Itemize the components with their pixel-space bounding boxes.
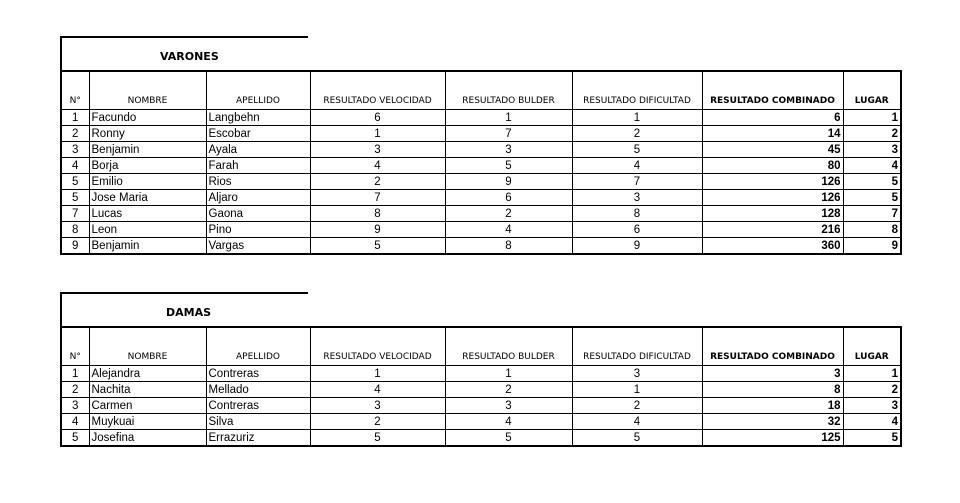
cell-nombre: Leon [89,222,206,238]
cell-nombre: Muykuai [89,414,206,430]
cell-velocidad: 5 [310,238,445,255]
table-row [61,222,901,238]
cell-num: 4 [61,414,89,430]
table-row [61,126,901,142]
cell-num: 4 [61,158,89,174]
cell-combinado: 125 [702,430,843,447]
header-lugar: LUGAR [843,71,901,110]
cell-velocidad: 3 [310,398,445,414]
cell-bulder: 6 [445,190,572,206]
header-nombre: NOMBRE [89,327,206,366]
table-row [61,158,901,174]
cell-velocidad: 5 [310,430,445,447]
cell-num: 5 [61,430,89,447]
cell-combinado: 8 [702,382,843,398]
cell-dificultad: 2 [572,126,702,142]
cell-apellido: Silva [206,414,310,430]
table-row [61,366,901,382]
cell-dificultad: 3 [572,366,702,382]
cell-num: 1 [61,110,89,126]
cell-nombre: Lucas [89,206,206,222]
cell-num: 8 [61,222,89,238]
cell-velocidad: 6 [310,110,445,126]
table-row [61,382,901,398]
cell-dificultad: 4 [572,158,702,174]
cell-bulder: 5 [445,158,572,174]
cell-apellido: Escobar [206,126,310,142]
cell-combinado: 360 [702,238,843,255]
cell-lugar: 5 [843,190,901,206]
cell-apellido: Errazuriz [206,430,310,447]
cell-combinado: 6 [702,110,843,126]
cell-combinado: 80 [702,158,843,174]
cell-dificultad: 1 [572,110,702,126]
cell-apellido: Aljaro [206,190,310,206]
cell-nombre: Ronny [89,126,206,142]
header-velocidad: RESULTADO VELOCIDAD [310,71,445,110]
cell-apellido: Contreras [206,366,310,382]
cell-bulder: 2 [445,382,572,398]
table-row [61,414,901,430]
cell-lugar: 8 [843,222,901,238]
varones-title: VARONES [160,50,219,63]
header-combinado: RESULTADO COMBINADO [702,327,843,366]
header-dificultad: RESULTADO DIFICULTAD [572,327,702,366]
table-row [61,238,901,255]
table-row [61,206,901,222]
cell-apellido: Vargas [206,238,310,255]
cell-combinado: 126 [702,174,843,190]
cell-lugar: 4 [843,158,901,174]
cell-nombre: Josefina [89,430,206,447]
cell-velocidad: 2 [310,414,445,430]
cell-lugar: 2 [843,382,901,398]
cell-num: 5 [61,190,89,206]
cell-dificultad: 4 [572,414,702,430]
cell-velocidad: 7 [310,190,445,206]
cell-num: 2 [61,126,89,142]
cell-dificultad: 9 [572,238,702,255]
cell-num: 3 [61,398,89,414]
damas-title: DAMAS [166,306,212,319]
cell-combinado: 126 [702,190,843,206]
cell-lugar: 3 [843,142,901,158]
cell-nombre: Emilio [89,174,206,190]
cell-apellido: Mellado [206,382,310,398]
header-num: N° [61,71,89,110]
cell-dificultad: 1 [572,382,702,398]
cell-lugar: 3 [843,398,901,414]
cell-nombre: Benjamin [89,238,206,255]
damas-header-row [61,327,901,366]
header-combinado: RESULTADO COMBINADO [702,71,843,110]
cell-nombre: Borja [89,158,206,174]
cell-apellido: Contreras [206,398,310,414]
header-nombre: NOMBRE [89,71,206,110]
header-velocidad: RESULTADO VELOCIDAD [310,327,445,366]
varones-table [60,70,902,255]
cell-bulder: 9 [445,174,572,190]
cell-dificultad: 6 [572,222,702,238]
damas-body [61,366,901,447]
damas-title-box [60,292,308,326]
cell-velocidad: 9 [310,222,445,238]
cell-lugar: 5 [843,174,901,190]
cell-nombre: Facundo [89,110,206,126]
cell-combinado: 128 [702,206,843,222]
damas-table [60,326,902,447]
cell-dificultad: 5 [572,430,702,447]
cell-nombre: Nachita [89,382,206,398]
cell-apellido: Langbehn [206,110,310,126]
table-row [61,174,901,190]
varones-title-box [60,36,308,70]
cell-dificultad: 8 [572,206,702,222]
cell-num: 9 [61,238,89,255]
cell-num: 1 [61,366,89,382]
cell-velocidad: 8 [310,206,445,222]
damas-section [60,292,902,447]
cell-nombre: Alejandra [89,366,206,382]
cell-apellido: Farah [206,158,310,174]
cell-velocidad: 4 [310,382,445,398]
cell-dificultad: 5 [572,142,702,158]
cell-velocidad: 1 [310,366,445,382]
header-apellido: APELLIDO [206,327,310,366]
cell-bulder: 4 [445,222,572,238]
table-row [61,430,901,447]
cell-lugar: 4 [843,414,901,430]
cell-apellido: Ayala [206,142,310,158]
cell-combinado: 216 [702,222,843,238]
cell-dificultad: 2 [572,398,702,414]
table-row [61,110,901,126]
cell-apellido: Rios [206,174,310,190]
cell-bulder: 5 [445,430,572,447]
cell-velocidad: 2 [310,174,445,190]
cell-num: 5 [61,174,89,190]
header-lugar: LUGAR [843,327,901,366]
cell-combinado: 45 [702,142,843,158]
cell-velocidad: 4 [310,158,445,174]
header-bulder: RESULTADO BULDER [445,71,572,110]
cell-lugar: 9 [843,238,901,255]
cell-apellido: Gaona [206,206,310,222]
cell-lugar: 7 [843,206,901,222]
cell-bulder: 1 [445,110,572,126]
cell-lugar: 5 [843,430,901,447]
header-num: N° [61,327,89,366]
cell-combinado: 18 [702,398,843,414]
varones-section [60,36,902,255]
table-row [61,142,901,158]
cell-velocidad: 3 [310,142,445,158]
cell-lugar: 1 [843,110,901,126]
cell-dificultad: 7 [572,174,702,190]
cell-dificultad: 3 [572,190,702,206]
cell-bulder: 8 [445,238,572,255]
cell-bulder: 7 [445,126,572,142]
cell-num: 3 [61,142,89,158]
header-apellido: APELLIDO [206,71,310,110]
cell-apellido: Pino [206,222,310,238]
varones-header-row [61,71,901,110]
cell-combinado: 14 [702,126,843,142]
cell-combinado: 32 [702,414,843,430]
table-row [61,398,901,414]
cell-velocidad: 1 [310,126,445,142]
cell-combinado: 3 [702,366,843,382]
cell-nombre: Jose Maria [89,190,206,206]
header-dificultad: RESULTADO DIFICULTAD [572,71,702,110]
cell-bulder: 1 [445,366,572,382]
cell-bulder: 3 [445,398,572,414]
cell-nombre: Benjamin [89,142,206,158]
cell-num: 2 [61,382,89,398]
cell-lugar: 2 [843,126,901,142]
cell-bulder: 3 [445,142,572,158]
table-row [61,190,901,206]
cell-bulder: 4 [445,414,572,430]
varones-body [61,110,901,255]
header-bulder: RESULTADO BULDER [445,327,572,366]
cell-num: 7 [61,206,89,222]
cell-lugar: 1 [843,366,901,382]
cell-nombre: Carmen [89,398,206,414]
cell-bulder: 2 [445,206,572,222]
